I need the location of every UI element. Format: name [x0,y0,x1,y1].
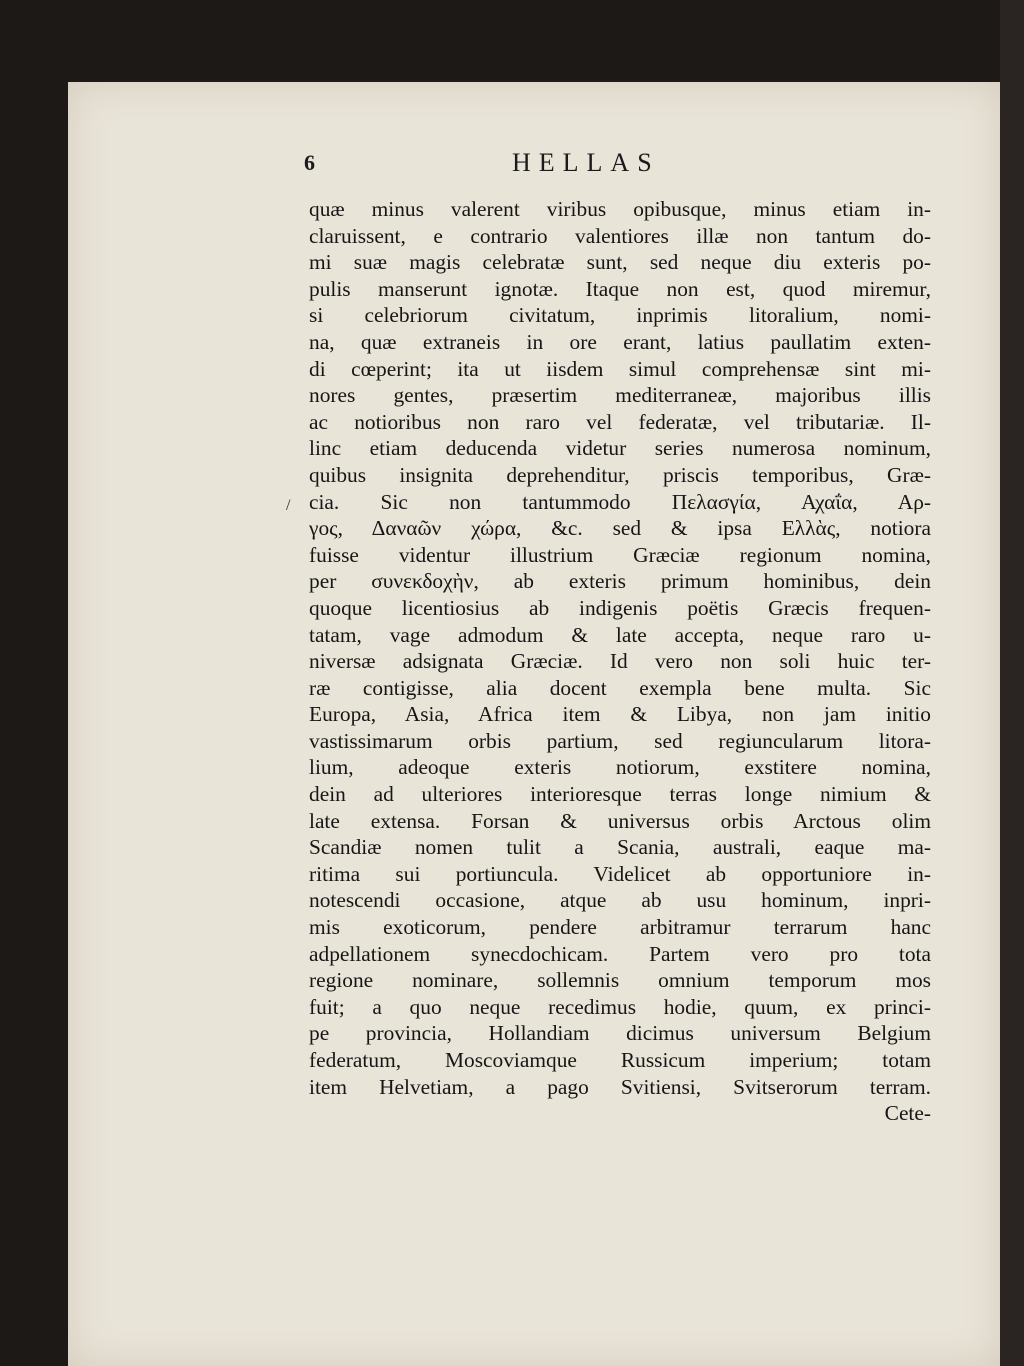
text-line: regione nominare, sollemnis omnium temporum mos [309,968,931,993]
running-head: HELLAS [512,148,660,177]
text-line: nores gentes, præsertim mediterraneæ, majoribus illis [309,383,931,408]
text-line: mis exoticorum, pendere arbitramur terrarum hanc [309,915,931,940]
text-line: niversæ adsignata Græciæ. Id vero non soli huic ter- [309,649,931,674]
text-line: mi suæ magis celebratæ sunt, sed neque diu exteris po- [309,250,931,275]
text-line: claruissent, e contrario valentiores illæ non tantum do- [309,223,931,248]
text-line: cia. Sic non tantummodo Πελασγία, Αχαΐα, Αρ- [309,489,931,514]
page-edge [1000,0,1024,1366]
text-line: federatum, Moscoviamque Russicum imperium; totam [309,1048,931,1072]
text-line: fuisse videntur illustrium Græciæ regionum nomina, [309,542,931,567]
text-line: γος, Δαναῶν χώρα, &c. sed & ipsa Ελλὰς, notiora [309,516,931,541]
text-line: late extensa. Forsan & universus orbis Arctous olim [309,808,931,833]
text-line: linc etiam deducenda videtur series numerosa nominum, [309,436,931,461]
text-line: pe provincia, Hollandiam dicimus universum Belgium [309,1021,931,1046]
text-line: fuit; a quo neque recedimus hodie, quum, ex princi- [309,994,931,1019]
text-line: adpellationem synecdochicam. Partem vero pro tota [309,941,931,966]
text-line: tatam, vage admodum & late accepta, neque raro u- [309,622,931,647]
text-line: na, quæ extraneis in ore erant, latius paullatim exten- [309,329,931,354]
text-line: pulis manserunt ignotæ. Itaque non est, quod miremur, [309,276,931,301]
text-line: vastissimarum orbis partium, sed regiuncularum litora- [309,728,931,753]
text-line: di cœperint; ita ut iisdem simul comprehensæ sint mi- [309,356,931,381]
marginal-mark: / [286,497,291,514]
catchword: Cete- [884,1101,931,1126]
text-line: quoque licentiosius ab indigenis poëtis Græcis frequen- [309,595,931,620]
text-line: ac notioribus non raro vel federatæ, vel tributariæ. Il- [309,409,931,434]
body-text [309,196,931,1127]
text-line: quibus insignita deprehenditur, priscis temporibus, Græ- [309,462,931,487]
text-line: item Helvetiam, a pago Svitiensi, Svitserorum terram. [309,1074,931,1099]
page-number: 6 [304,150,315,175]
text-line: notescendi occasione, atque ab usu hominum, inpri- [309,888,931,913]
text-line: per συνεκδοχὴν, ab exteris primum hominibus, dein [309,569,931,594]
text-line: Europa, Asia, Africa item & Libya, non jam initio [309,702,931,727]
text-line: ritima sui portiuncula. Videlicet ab opportuniore in- [309,861,931,886]
text-line: quæ minus valerent viribus opibusque, minus etiam in- [309,197,931,221]
text-line: lium, adeoque exteris notiorum, exstitere nomina, [309,755,931,780]
text-line: dein ad ulteriores interioresque terras longe nimium & [309,782,931,807]
text-line: si celebriorum civitatum, inprimis litoralium, nomi- [309,303,931,328]
text-line: ræ contigisse, alia docent exempla bene multa. Sic [309,675,931,700]
text-line: Scandiæ nomen tulit a Scania, australi, eaque ma- [309,835,931,860]
